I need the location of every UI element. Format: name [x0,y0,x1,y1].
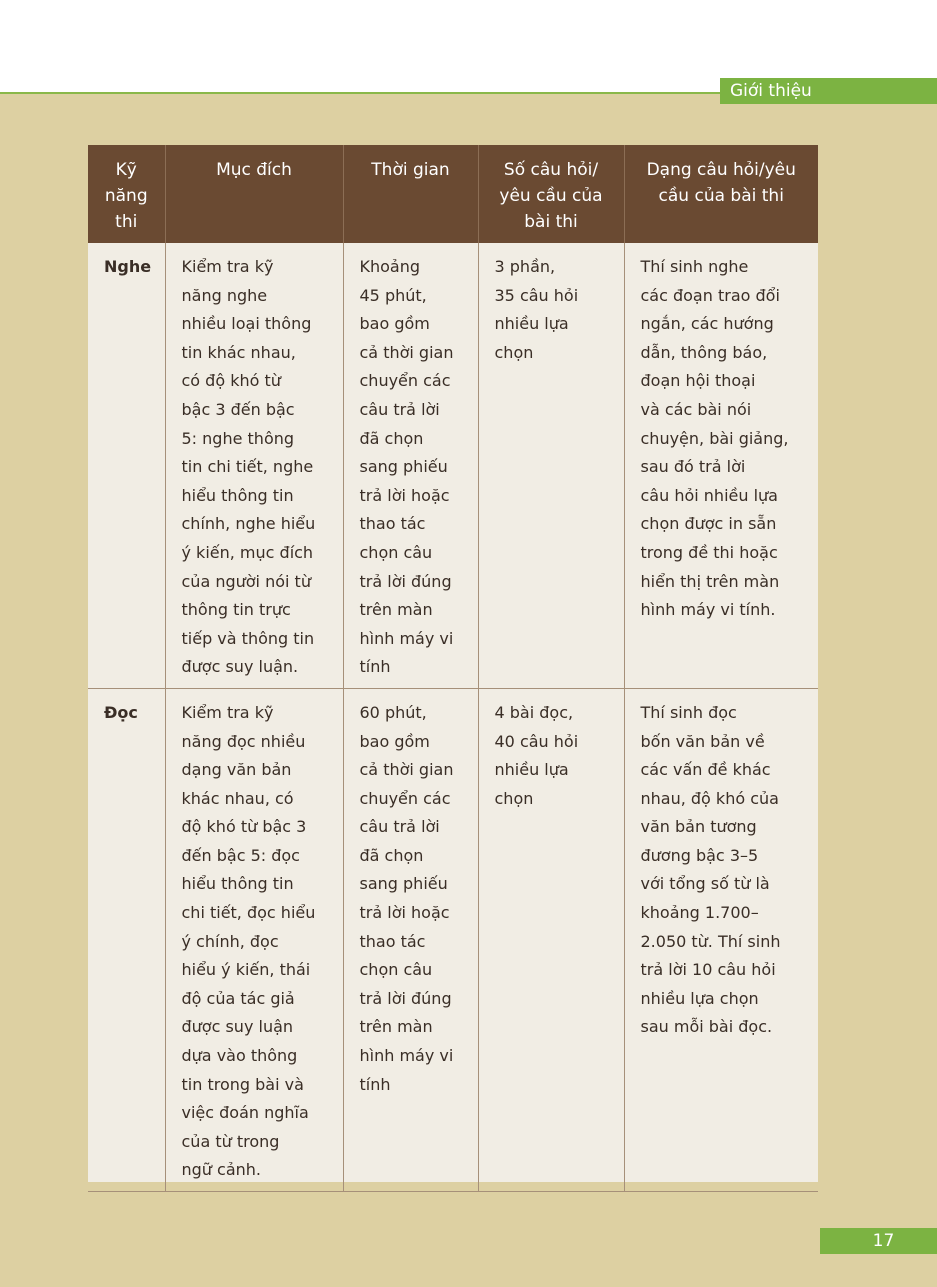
table-row [88,688,818,1191]
exam-structure-table [88,145,818,1192]
format-cell: Thí sinh đọc bốn văn bản về các vấn đề khác nhau, độ khó của văn bản tương đương bậc 3–5 với tổng số từ là khoảng 1.700– 2.050 từ. Thí sinh trả lời 10 câu hỏi nhiều lựa chọn sau mỗi bài đọc. [624,688,818,1191]
skill-cell: Đọc [88,688,165,1191]
table-row [88,243,818,688]
count-cell: 4 bài đọc, 40 câu hỏi nhiều lựa chọn [478,688,624,1191]
skill-cell: Nghe [88,243,165,688]
column-header-count: Số câu hỏi/ yêu cầu của bài thi [478,145,624,243]
top-divider [0,92,720,94]
time-cell: 60 phút, bao gồm cả thời gian chuyển các câu trả lời đã chọn sang phiếu trả lời hoặc thao tác chọn câu trả lời đúng trên màn hình máy vi tính [343,688,478,1191]
purpose-cell: Kiểm tra kỹ năng nghe nhiều loại thông tin khác nhau, có độ khó từ bậc 3 đến bậc 5: nghe thông tin chi tiết, nghe hiểu thông tin chính, nghe hiểu ý kiến, mục đích của người nói từ thông tin trực tiếp và thông tin được suy luận. [165,243,343,688]
exam-table-container [88,145,818,1182]
column-header-purpose: Mục đích [165,145,343,243]
column-header-format: Dạng câu hỏi/yêu cầu của bài thi [624,145,818,243]
column-header-skill: Kỹ năng thi [88,145,165,243]
section-label: Giới thiệu [720,78,937,104]
page-number: 17 [820,1228,937,1254]
format-cell: Thí sinh nghe các đoạn trao đổi ngắn, các hướng dẫn, thông báo, đoạn hội thoại và các bài nói chuyện, bài giảng, sau đó trả lời câu hỏi nhiều lựa chọn được in sẵn trong đề thi hoặc hiển thị trên màn hình máy vi tính. [624,243,818,688]
time-cell: Khoảng 45 phút, bao gồm cả thời gian chuyển các câu trả lời đã chọn sang phiếu trả lời hoặc thao tác chọn câu trả lời đúng trên màn hình máy vi tính [343,243,478,688]
table-header-row [88,145,818,243]
purpose-cell: Kiểm tra kỹ năng đọc nhiều dạng văn bản khác nhau, có độ khó từ bậc 3 đến bậc 5: đọc hiểu thông tin chi tiết, đọc hiểu ý chính, đọc hiểu ý kiến, thái độ của tác giả được suy luận dựa vào thông tin trong bài và việc đoán nghĩa của từ trong ngữ cảnh. [165,688,343,1191]
count-cell: 3 phần, 35 câu hỏi nhiều lựa chọn [478,243,624,688]
column-header-time: Thời gian [343,145,478,243]
